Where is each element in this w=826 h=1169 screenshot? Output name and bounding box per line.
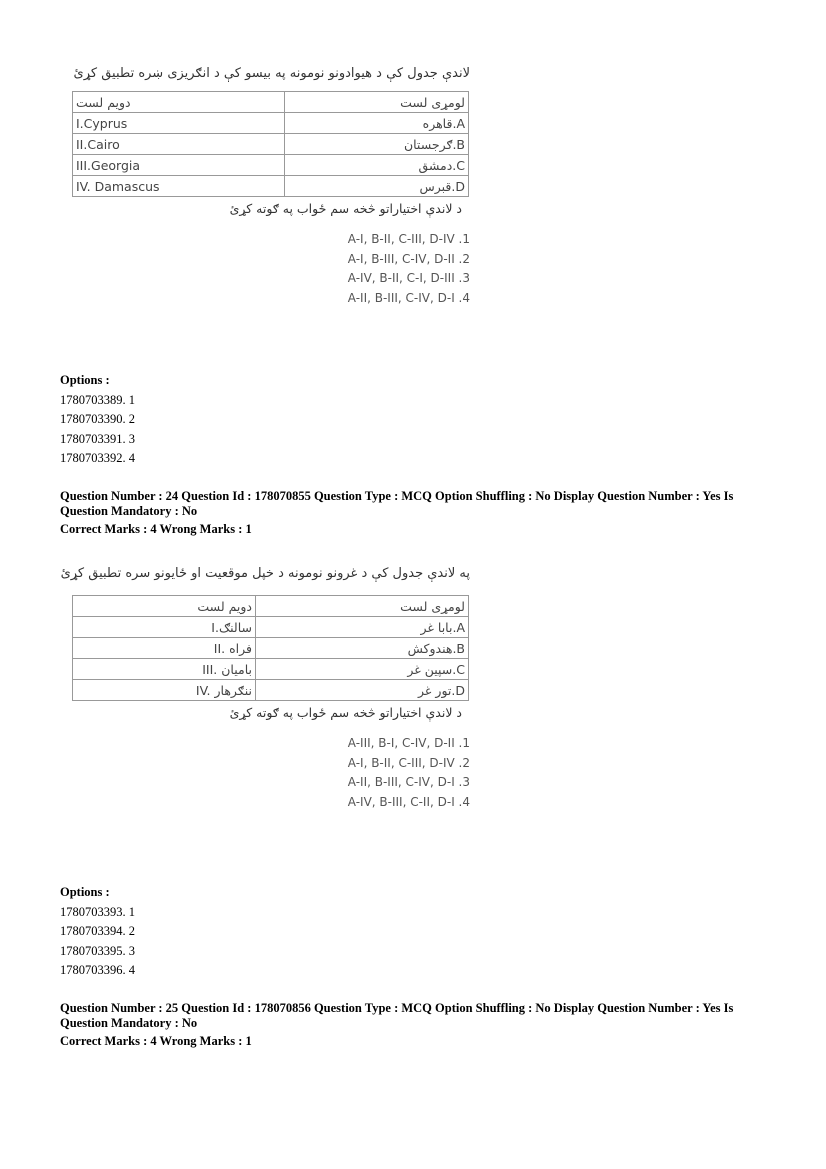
choice-item: A-I, B-II, C-III, D-IV .2	[347, 755, 470, 770]
table-cell: I.Cyprus	[73, 113, 285, 134]
column-header-second-list: دویم لست	[73, 92, 285, 113]
match-table	[72, 91, 469, 197]
table-cell: ګرجستان.B	[285, 134, 469, 155]
table-cell: III.Georgia	[73, 155, 285, 176]
option-item: 1780703391. 3	[60, 431, 135, 446]
table-row	[73, 155, 469, 176]
question-instruction: د لاندې اختیاراتو څخه سم ځواب په ګوته کړئ	[229, 705, 462, 720]
question-meta-line: Question Number : 24 Question Id : 178070855 Question Type : MCQ Option Shuffling : No Display Question Number : Yes Is Question Mandatory : No	[60, 489, 734, 518]
option-item: 1780703389. 1	[60, 393, 135, 407]
option-item: 1780703393. 1	[60, 905, 135, 919]
choice-list	[72, 230, 470, 308]
match-table	[72, 595, 469, 701]
option-item: 1780703392. 4	[60, 450, 135, 465]
options-block	[60, 373, 135, 468]
question-image-24	[60, 566, 470, 812]
table-cell: هندوکش.B	[256, 638, 469, 659]
question-title: لاندې جدول کې د هیوادونو نومونه په بیسو کې د انګریزی ښره تطبیق کړئ	[73, 66, 470, 81]
choice-item: A-I, B-II, C-III, D-IV .1	[347, 232, 470, 246]
question-marks: Correct Marks : 4 Wrong Marks : 1	[60, 522, 252, 536]
question-meta-line: Question Number : 25 Question Id : 178070856 Question Type : MCQ Option Shuffling : No Display Question Number : Yes Is Question Mandatory : No	[60, 1001, 734, 1030]
question-instruction: د لاندې اختیاراتو څخه سم ځواب په ګوته کړئ	[229, 201, 462, 216]
option-item: 1780703395. 3	[60, 943, 135, 958]
options-block	[60, 885, 135, 980]
choice-item: A-II, B-III, C-IV, D-I .4	[347, 290, 470, 305]
question-meta	[60, 1001, 750, 1049]
table-row	[73, 680, 469, 701]
question-image-23	[72, 66, 470, 308]
table-cell: دمشق.C	[285, 155, 469, 176]
question-title: په لاندې جدول کې د غرونو نومونه د خپل موقعیت او ځایونو سره تطبیق کړئ	[60, 566, 470, 581]
options-heading: Options :	[60, 885, 110, 899]
table-row	[73, 617, 469, 638]
table-cell: II. فراه	[73, 638, 256, 659]
option-item: 1780703390. 2	[60, 412, 135, 427]
table-cell: قاهره.A	[285, 113, 469, 134]
table-cell: II.Cairo	[73, 134, 285, 155]
column-header-second-list: دویم لست	[73, 596, 256, 617]
choice-item: A-IV, B-II, C-I, D-III .3	[347, 271, 470, 285]
table-cell: بابا غر.A	[256, 617, 469, 638]
question-marks: Correct Marks : 4 Wrong Marks : 1	[60, 1034, 252, 1048]
table-header-row	[73, 92, 469, 113]
choice-item: A-III, B-I, C-IV, D-II .1	[347, 736, 470, 750]
column-header-first-list: لومړی لست	[256, 596, 469, 617]
options-heading: Options :	[60, 373, 110, 387]
option-item: 1780703396. 4	[60, 962, 135, 977]
table-cell: تور غر.D	[256, 680, 469, 701]
table-cell: IV. ننګرهار	[73, 680, 256, 701]
table-row	[73, 176, 469, 197]
choice-item: A-IV, B-III, C-II, D-I .4	[347, 794, 470, 809]
option-item: 1780703394. 2	[60, 924, 135, 939]
table-row	[73, 134, 469, 155]
table-cell: قبرس.D	[285, 176, 469, 197]
choice-item: A-II, B-III, C-IV, D-I .3	[347, 775, 470, 789]
table-cell: سپین غر.C	[256, 659, 469, 680]
table-row	[73, 113, 469, 134]
table-cell: IV. Damascus	[73, 176, 285, 197]
table-row	[73, 638, 469, 659]
table-row	[73, 659, 469, 680]
choice-list	[72, 734, 470, 812]
column-header-first-list: لومړی لست	[285, 92, 469, 113]
question-meta	[60, 489, 750, 537]
table-cell: I.سالنګ	[73, 617, 256, 638]
table-cell: III. بامیان	[73, 659, 256, 680]
table-header-row	[73, 596, 469, 617]
choice-item: A-I, B-III, C-IV, D-II .2	[347, 251, 470, 266]
